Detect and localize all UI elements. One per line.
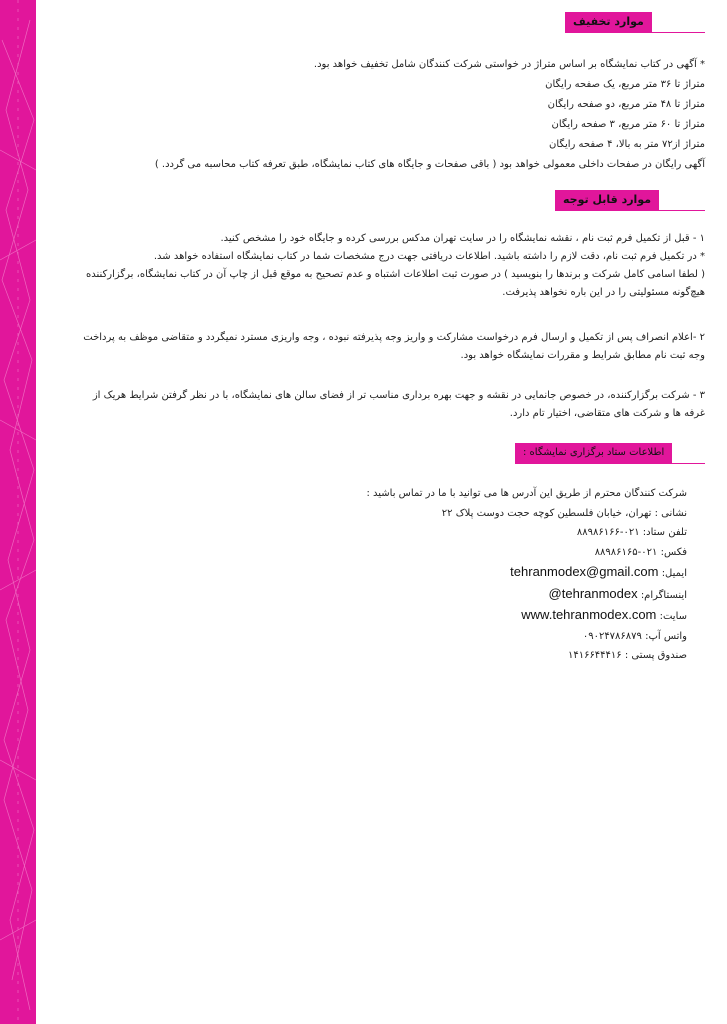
- fax-value: ۰۲۱-۸۸۹۸۶۱۶۵: [594, 546, 658, 558]
- note-line: وجه ثبت نام مطابق شرایط و مقررات نمایشگاه خواهد بود.: [460, 350, 705, 361]
- pobox-value: ۱۴۱۶۶۴۴۴۱۶: [567, 650, 622, 661]
- discount-line: متراژ از۷۲ متر به بالا، ۴ صفحه رایگان: [549, 139, 705, 150]
- pobox-label: صندوق پستی :: [624, 650, 687, 661]
- discounts-title: موارد تخفیف: [565, 12, 652, 32]
- contact-block: [327, 484, 687, 666]
- notes-underline: [555, 210, 705, 211]
- contact-whatsapp: [327, 627, 687, 647]
- discount-line: متراژ تا ۴۸ متر مربع، دو صفحه رایگان: [547, 99, 705, 110]
- instagram-link[interactable]: @tehranmodex: [548, 585, 638, 601]
- contact-email: [327, 562, 687, 584]
- sidebar-pattern: [0, 0, 36, 1024]
- note-line: ۱ - قبل از تکمیل فرم ثبت نام ، نقشه نمایشگاه را در سایت تهران مدکس بررسی کرده و جایگاه خود را مشخص کنید.: [220, 233, 705, 244]
- notes-header: [555, 190, 705, 210]
- discounts-header: [565, 12, 705, 32]
- site-link[interactable]: www.tehranmodex.com: [521, 607, 657, 622]
- whatsapp-value: ۰۹۰۲۴۷۸۶۸۷۹: [582, 630, 642, 642]
- staff-title: اطلاعات ستاد برگزاری نمایشگاه :: [515, 443, 672, 463]
- contact-site: [327, 605, 687, 627]
- contact-intro: شرکت کنندگان محترم از طریق این آدرس ها می توانید با ما در تماس باشید :: [366, 488, 687, 499]
- staff-underline: [515, 463, 705, 464]
- decorative-sidebar: [0, 0, 36, 1024]
- discount-line: متراژ تا ۶۰ متر مربع، ۳ صفحه رایگان: [551, 119, 705, 130]
- note-line: ( لطفا اسامی کامل شرکت و برندها را بنویسید ) در صورت ثبت اطلاعات اشتباه و عدم تصحیح به موقع قبل از چاپ آن در کتاب نمایشگاه، برگزارکننده: [85, 269, 705, 280]
- phone-value: ۰۲۱-۸۸۹۸۶۱۶۶: [576, 527, 640, 538]
- note-line: ۳ - شرکت برگزارکننده، در خصوص جانمایی در نقشه و جهت بهره برداری مناسب تر از فضای سالن های نمایشگاه، با در نظر گرفتن شرایط هریک از: [92, 390, 705, 401]
- note-line: غرفه ها و شرکت های متقاضی، اختیار تام دارد.: [509, 408, 705, 419]
- staff-header: [515, 443, 705, 463]
- site-label: سایت:: [659, 611, 687, 622]
- email-label: ایمیل:: [661, 568, 687, 579]
- contact-fax: [327, 543, 687, 563]
- contact-phone: [327, 523, 687, 543]
- note-line: هیچ‌گونه مسئولیتی را در این باره نخواهد پذیرفت.: [502, 287, 705, 298]
- email-link[interactable]: tehranmodex@gmail.com: [510, 564, 659, 579]
- fax-label: فکس:: [660, 546, 687, 558]
- note-line: ۲ -اعلام انصراف پس از تکمیل و ارسال فرم درخواست مشارکت و واریز وجه پذیرفته نبوده ، وجه واریزی مسترد نمیگردد و متقاضی موظف به پرداخت: [83, 332, 705, 343]
- note-line: * در تکمیل فرم ثبت نام، دقت لازم را داشته باشید. اطلاعات دریافتی جهت درج مشخصات شما در کتاب نمایشگاه استفاده خواهد شد.: [153, 251, 705, 262]
- whatsapp-label: واتس آپ:: [645, 630, 687, 642]
- notes-title: موارد قابل توجه: [555, 190, 659, 210]
- notes-item-1: [65, 230, 705, 302]
- contact-address: نشانی : تهران، خیابان فلسطین کوچه حجت دوست پلاک ۲۲: [441, 507, 687, 519]
- discount-line: متراژ تا ۳۶ متر مربع، یک صفحه رایگان: [545, 79, 705, 90]
- page-content: [50, 0, 705, 1024]
- discount-line: آگهی رایگان در صفحات داخلی معمولی خواهد بود ( باقی صفحات و جایگاه های کتاب نمایشگاه، طبق تعرفه کتاب محاسبه می گردد. ): [154, 159, 705, 170]
- discounts-text: [65, 56, 705, 174]
- discounts-underline: [565, 32, 705, 33]
- notes-item-2: [65, 329, 705, 365]
- discount-line: * آگهی در کتاب نمایشگاه بر اساس متراژ در خواستی شرکت کنندگان شامل تخفیف خواهد بود.: [313, 59, 705, 70]
- phone-label: تلفن ستاد:: [642, 527, 687, 538]
- instagram-label: اینستاگرام:: [640, 589, 687, 601]
- contact-instagram: [327, 584, 687, 606]
- notes-item-3: [65, 387, 705, 423]
- contact-pobox: [327, 646, 687, 666]
